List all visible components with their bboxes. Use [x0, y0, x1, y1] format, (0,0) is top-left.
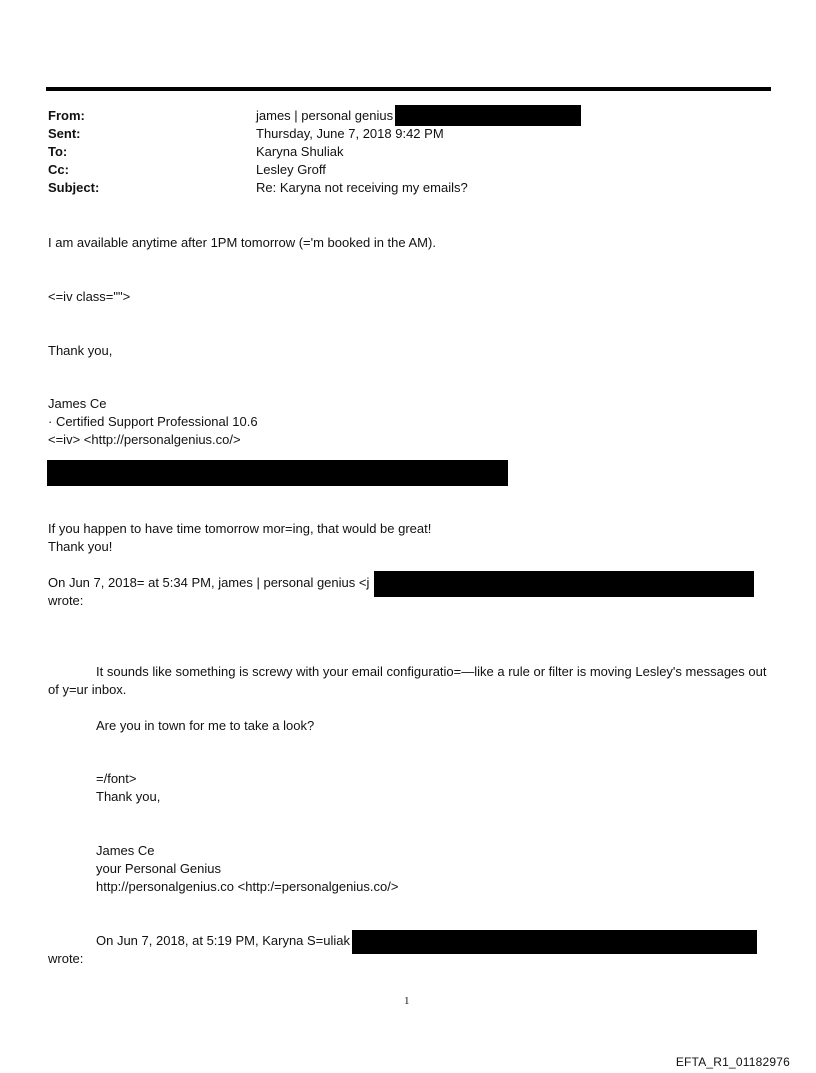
page-number: 1: [404, 995, 410, 1007]
signature-cert: · Certified Support Professional 10.6: [48, 414, 258, 429]
sent-label: Sent:: [48, 126, 81, 141]
body-line-iv-class: <=iv class="">: [48, 289, 131, 304]
quoted-signature-name: James Ce: [96, 843, 155, 858]
body-line-thanks: Thank you,: [48, 343, 113, 358]
quote2-header: On Jun 7, 2018, at 5:19 PM, Karyna S=uliak: [96, 933, 351, 948]
quoted-signature-title: your Personal Genius: [96, 861, 222, 876]
redaction-block: [374, 571, 754, 597]
quote1-wrote: wrote:: [48, 593, 84, 608]
cc-value: Lesley Groff: [256, 162, 326, 177]
quoted-thanks: Thank you,: [96, 789, 161, 804]
quote1-header: On Jun 7, 2018= at 5:34 PM, james | personal genius <j: [48, 575, 370, 590]
cc-label: Cc:: [48, 162, 69, 177]
redaction-block: [395, 105, 581, 126]
quoted-paragraph: It sounds like something is screwy with your email configuratio=—like a rule or filter is moving Lesley's messages out of y=ur inbox.: [48, 664, 767, 697]
quoted-signature-link: http://personalgenius.co <http:/=personalgenius.co/>: [96, 879, 399, 894]
redaction-block: [47, 460, 508, 486]
signature-name: James Ce: [48, 396, 107, 411]
quoted-font-tag: =/font>: [96, 771, 137, 786]
from-label: From:: [48, 108, 85, 123]
document-id: EFTA_R1_01182976: [675, 1055, 790, 1069]
quoted-town-line: Are you in town for me to take a look?: [96, 718, 315, 733]
sent-value: Thursday, June 7, 2018 9:42 PM: [256, 126, 444, 141]
to-label: To:: [48, 144, 68, 159]
to-value: Karyna Shuliak: [256, 144, 344, 159]
subject-value: Re: Karyna not receiving my emails?: [256, 180, 468, 195]
body-line-thank-you: Thank you!: [48, 539, 113, 554]
body-line-available: I am available anytime after 1PM tomorrow (='m booked in the AM).: [48, 235, 436, 250]
quote2-wrote: wrote:: [48, 951, 84, 966]
header-rule: [46, 87, 771, 91]
subject-label: Subject:: [48, 180, 100, 195]
signature-link: <=iv> <http://personalgenius.co/>: [48, 432, 241, 447]
redaction-block: [352, 930, 757, 954]
body-line-morning: If you happen to have time tomorrow mor=ing, that would be great!: [48, 521, 432, 536]
from-value: james | personal genius: [256, 108, 394, 123]
